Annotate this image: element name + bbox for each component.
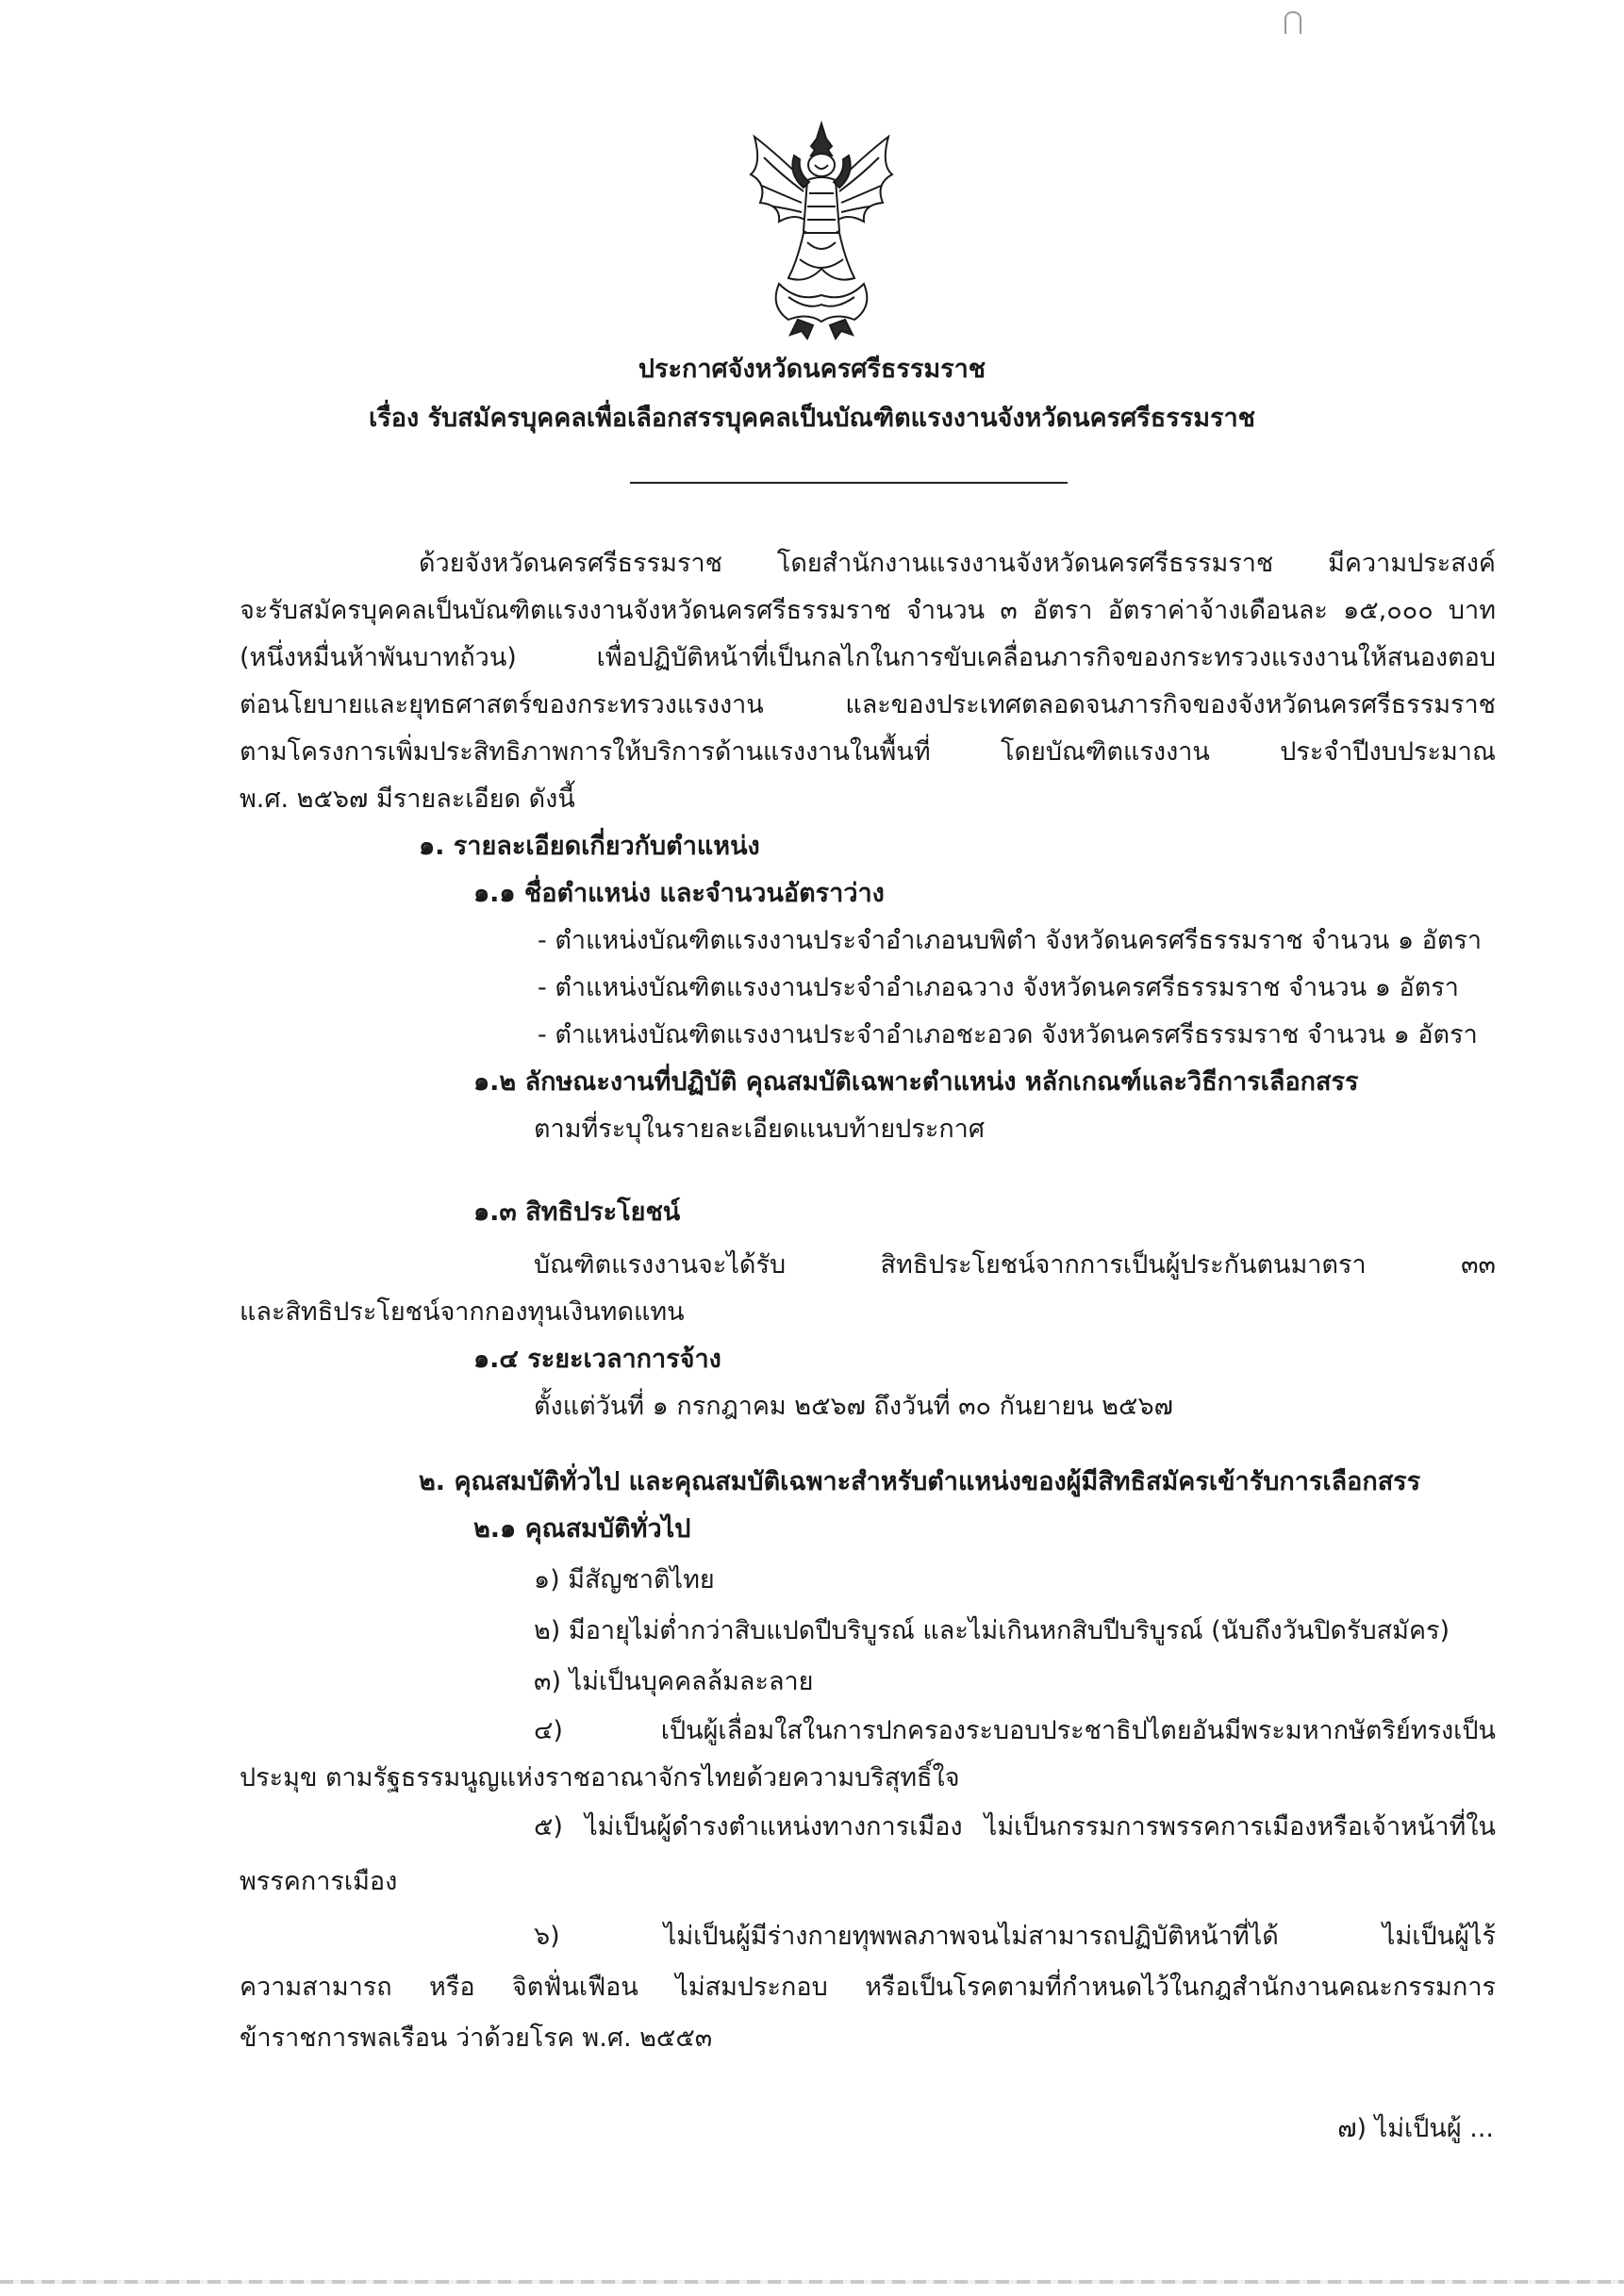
qualification-item-1: ๑) มีสัญชาติไทย (534, 1565, 715, 1594)
qualification-item-5-line-1: ๕) ไม่เป็นผู้ดำรงตำแหน่งทางการเมือง ไม่เป็นกรรมการพรรคการเมืองหรือเจ้าหน้าที่ใน (534, 1812, 1496, 1842)
section-1-heading: ๑. รายละเอียดเกี่ยวกับตำแหน่ง (419, 832, 760, 861)
intro-line-2: จะรับสมัครบุคคลเป็นบัณฑิตแรงงานจังหวัดนครศรีธรรมราช จำนวน ๓ อัตรา อัตราค่าจ้างเดือนละ ๑๕,๐๐๐ บาท (240, 596, 1496, 625)
intro-line-1: ด้วยจังหวัดนครศรีธรรมราช โดยสำนักงานแรงงานจังหวัดนครศรีธรรมราช มีความประสงค์ (419, 549, 1496, 578)
section-1-2-text: ตามที่ระบุในรายละเอียดแนบท้ายประกาศ (534, 1115, 985, 1144)
intro-line-6: พ.ศ. ๒๕๖๗ มีรายละเอียด ดังนี้ (240, 785, 575, 814)
intro-line-3: (หนึ่งหมื่นห้าพันบาทถ้วน) เพื่อปฏิบัติหน้าที่เป็นกลไกในการขับเคลื่อนภารกิจของกระทรวงแรงงานให้สนองตอบ (240, 643, 1496, 672)
qualification-item-4-line-2: ประมุข ตามรัฐธรรมนูญแห่งราชอาณาจักรไทยด้วยความบริสุทธิ์ใจ (240, 1763, 960, 1792)
section-1-4-heading: ๑.๔ ระยะเวลาการจ้าง (473, 1345, 721, 1374)
qualification-item-5-line-2: พรรคการเมือง (240, 1867, 398, 1896)
section-1-2-heading: ๑.๒ ลักษณะงานที่ปฏิบัติ คุณสมบัติเฉพาะตำแหน่ง หลักเกณฑ์และวิธีการเลือกสรร (473, 1067, 1359, 1097)
section-2-1-heading: ๒.๑ คุณสมบัติทั่วไป (473, 1514, 691, 1544)
garuda-emblem-icon (741, 118, 902, 344)
scan-corner-mark (1284, 11, 1301, 34)
intro-line-4: ต่อนโยบายและยุทธศาสตร์ของกระทรวงแรงงาน และของประเทศตลอดจนภารกิจของจังหวัดนครศรีธรรมราช (240, 690, 1496, 719)
position-item: - ตำแหน่งบัณฑิตแรงงานประจำอำเภอนบพิตำ จังหวัดนครศรีธรรมราช จำนวน ๑ อัตรา (538, 926, 1483, 955)
intro-line-5: ตามโครงการเพิ่มประสิทธิภาพการให้บริการด้านแรงงานในพื้นที่ โดยบัณฑิตแรงงาน ประจำปีงบประมาณ (240, 737, 1496, 767)
section-1-4-text: ตั้งแต่วันที่ ๑ กรกฎาคม ๒๕๖๗ ถึงวันที่ ๓๐ กันยายน ๒๕๖๗ (534, 1392, 1173, 1421)
position-item: - ตำแหน่งบัณฑิตแรงงานประจำอำเภอฉวาง จังหวัดนครศรีธรรมราช จำนวน ๑ อัตรา (538, 973, 1459, 1002)
qualification-item-2: ๒) มีอายุไม่ต่ำกว่าสิบแปดปีบริบูรณ์ และไม่เกินหกสิบปีบริบูรณ์ (นับถึงวันปิดรับสมัคร) (534, 1616, 1450, 1645)
qualification-item-3: ๓) ไม่เป็นบุคคลล้มละลาย (534, 1667, 814, 1696)
section-2-heading: ๒. คุณสมบัติทั่วไป และคุณสมบัติเฉพาะสำหรับตำแหน่งของผู้มีสิทธิสมัครเข้ารับการเลือกสรร (419, 1467, 1421, 1496)
scan-bottom-edge (0, 2280, 1624, 2284)
position-item: - ตำแหน่งบัณฑิตแรงงานประจำอำเภอชะอวด จังหวัดนครศรีธรรมราช จำนวน ๑ อัตรา (538, 1020, 1478, 1049)
qualification-item-6-line-1: ๖) ไม่เป็นผู้มีร่างกายทุพพลภาพจนไม่สามารถปฏิบัติหน้าที่ได้ ไม่เป็นผู้ไร้ (534, 1922, 1496, 1951)
qualification-item-4-line-1: ๔) เป็นผู้เลื่อมใสในการปกครองระบอบประชาธิปไตยอันมีพระมหากษัตริย์ทรงเป็น (534, 1716, 1496, 1745)
qualification-item-6-line-3: ข้าราชการพลเรือน ว่าด้วยโรค พ.ศ. ๒๕๕๓ (240, 2023, 713, 2053)
section-1-1-heading: ๑.๑ ชื่อตำแหน่ง และจำนวนอัตราว่าง (473, 879, 885, 908)
qualification-item-6-line-2: ความสามารถ หรือ จิตฟั่นเฟือน ไม่สมประกอบ หรือเป็นโรคตามที่กำหนดไว้ในกฎสำนักงานคณะกรรมการ (240, 1973, 1496, 2002)
continued-marker: ๗) ไม่เป็นผู้ ... (1337, 2114, 1494, 2143)
section-1-3-line-1: บัณฑิตแรงงานจะได้รับ สิทธิประโยชน์จากการเป็นผู้ประกันตนมาตรา ๓๓ (534, 1250, 1496, 1280)
title-divider (630, 482, 1068, 484)
document-subject: เรื่อง รับสมัครบุคคลเพื่อเลือกสรรบุคคลเป็นบัณฑิตแรงงานจังหวัดนครศรีธรรมราช (369, 404, 1255, 433)
section-1-3-line-2: และสิทธิประโยชน์จากกองทุนเงินทดแทน (240, 1297, 685, 1327)
document-title: ประกาศจังหวัดนครศรีธรรมราช (638, 355, 986, 384)
section-1-3-heading: ๑.๓ สิทธิประโยชน์ (473, 1198, 681, 1227)
